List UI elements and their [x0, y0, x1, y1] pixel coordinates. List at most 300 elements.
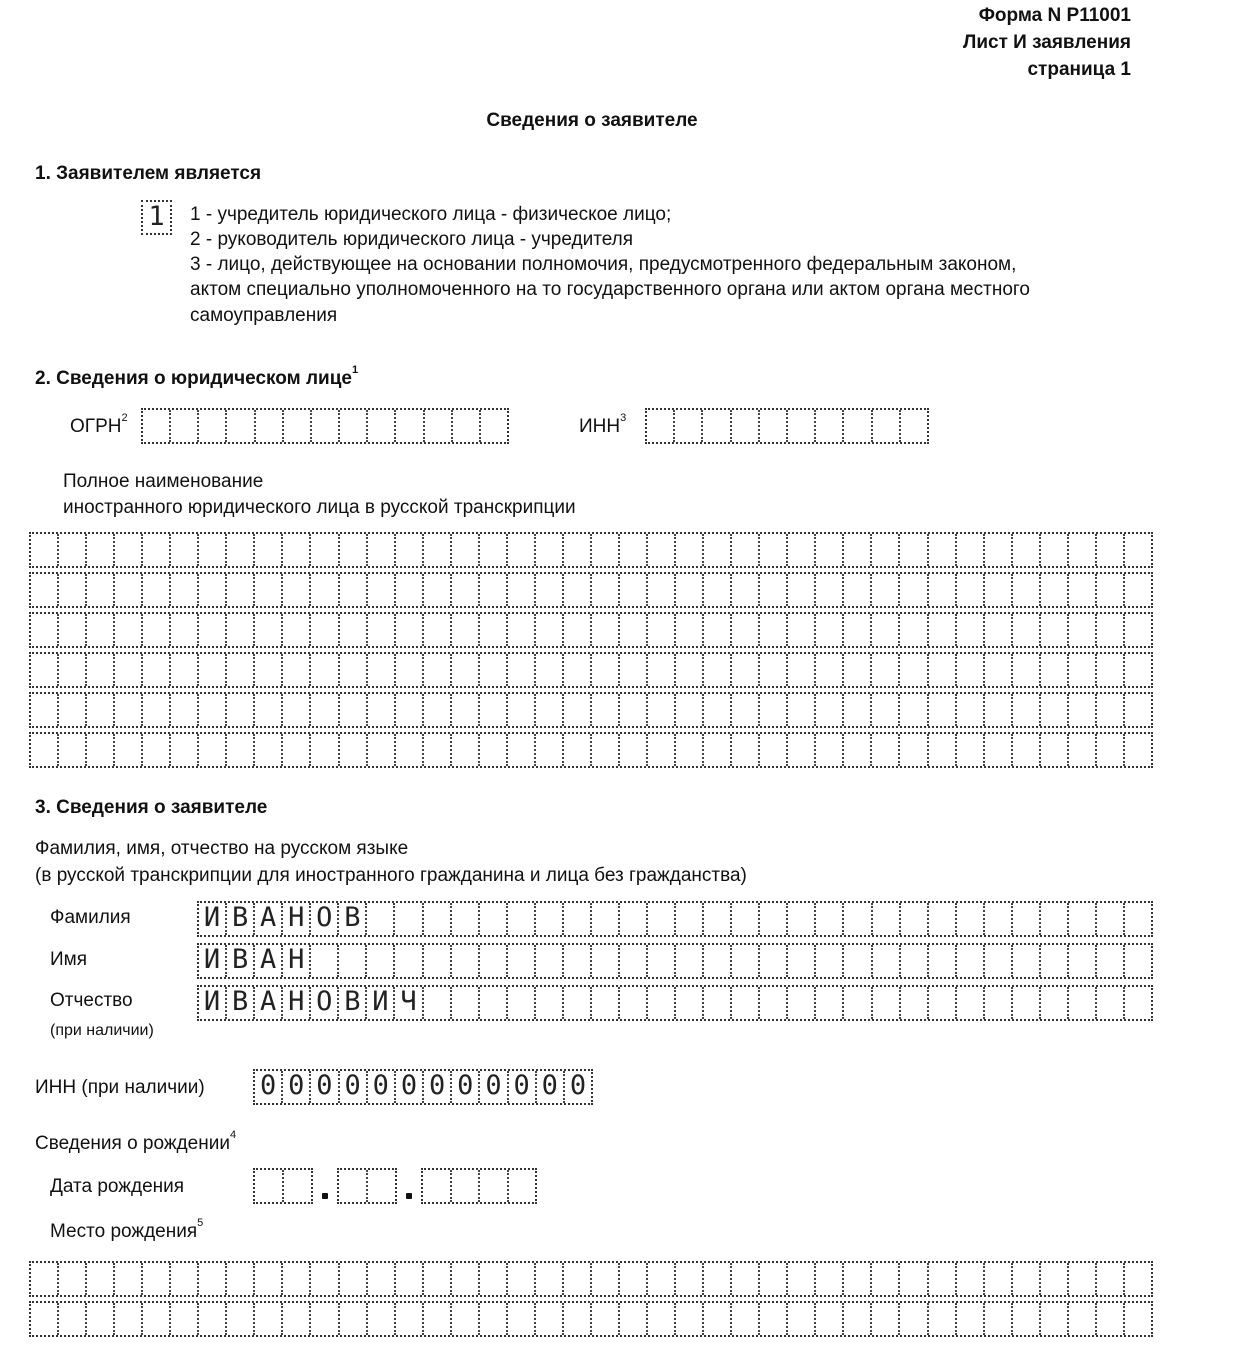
- fullname-line-3[interactable]: [29, 612, 1153, 648]
- char-cell: [1013, 1263, 1041, 1295]
- char-cell: [367, 903, 395, 935]
- char-cell: В: [227, 987, 255, 1019]
- char-cell: [648, 734, 676, 766]
- char-cell: [1097, 987, 1125, 1019]
- char-cell: [1125, 534, 1151, 566]
- char-cell: И: [199, 903, 227, 935]
- char-cell: [564, 534, 592, 566]
- char-cell: [592, 1263, 620, 1295]
- char-cell: [620, 945, 648, 977]
- char-cell: [227, 574, 255, 606]
- char-cell: В: [227, 903, 255, 935]
- form-number: Форма N Р11001: [978, 5, 1131, 26]
- char-cell: [676, 1263, 704, 1295]
- char-cell: [452, 903, 480, 935]
- char-cell: [900, 1263, 928, 1295]
- fullname-line-4[interactable]: [29, 652, 1153, 688]
- char-cell: [283, 1263, 311, 1295]
- char-cell: [957, 1303, 985, 1335]
- char-cell: [284, 1170, 311, 1202]
- char-cell: [760, 903, 788, 935]
- char-cell: [816, 410, 844, 442]
- char-cell: [143, 694, 171, 726]
- char-cell: [1125, 694, 1151, 726]
- char-cell: [1125, 654, 1151, 686]
- char-cell: [1069, 734, 1097, 766]
- char-cell: [1013, 1303, 1041, 1335]
- char-cell: [1013, 945, 1041, 977]
- char-cell: [929, 945, 957, 977]
- char-cell: [536, 903, 564, 935]
- char-cell: [760, 574, 788, 606]
- char-cell: [31, 694, 59, 726]
- char-cell: [901, 410, 927, 442]
- char-cell: [704, 574, 732, 606]
- char-cell: [788, 574, 816, 606]
- char-cell: [1125, 734, 1151, 766]
- char-cell: [480, 614, 508, 646]
- char-cell: [1041, 614, 1069, 646]
- char-cell: [760, 1263, 788, 1295]
- fio-label-line-2: (в русской транскрипции для иностранного гражданина и лица без гражданства): [35, 865, 747, 886]
- char-cell: [564, 654, 592, 686]
- section2-title: 2. Сведения о юридическом лице$^1$: [35, 364, 359, 389]
- char-cell: [480, 945, 508, 977]
- char-cell: [536, 654, 564, 686]
- char-cell: [1013, 534, 1041, 566]
- char-cell: [816, 574, 844, 606]
- char-cell: [873, 987, 901, 1019]
- char-cell: [255, 614, 283, 646]
- char-cell: [311, 654, 339, 686]
- char-cell: [59, 1263, 87, 1295]
- char-cell: [620, 1263, 648, 1295]
- char-cell: [283, 614, 311, 646]
- char-cell: [339, 945, 367, 977]
- char-cell: [480, 987, 508, 1019]
- char-cell: [508, 574, 536, 606]
- char-cell: [255, 1170, 284, 1202]
- char-cell: [676, 903, 704, 935]
- char-cell: [788, 987, 816, 1019]
- char-cell: [620, 987, 648, 1019]
- char-cell: [115, 694, 143, 726]
- patronymic-note: (при наличии): [50, 1022, 154, 1039]
- birth-place-line-2[interactable]: [29, 1301, 1153, 1337]
- char-cell: [788, 694, 816, 726]
- char-cell: [929, 574, 957, 606]
- option-2: 2 - руководитель юридического лица - учредителя: [190, 229, 634, 250]
- char-cell: [311, 534, 339, 566]
- char-cell: [87, 1303, 115, 1335]
- char-cell: [508, 654, 536, 686]
- name-field[interactable]: [197, 943, 1153, 979]
- char-cell: [844, 410, 872, 442]
- char-cell: [1041, 694, 1069, 726]
- char-cell: [340, 614, 368, 646]
- char-cell: [1041, 734, 1069, 766]
- char-cell: [368, 1170, 395, 1202]
- option-3-line-1: 3 - лицо, действующее на основании полномочия, предусмотренного федеральным законом,: [190, 254, 1017, 275]
- char-cell: [368, 1303, 396, 1335]
- char-cell: [704, 1303, 732, 1335]
- char-cell: [929, 987, 957, 1019]
- char-cell: [31, 614, 59, 646]
- char-cell: [395, 903, 423, 935]
- char-cell: [1041, 654, 1069, 686]
- char-cell: [536, 534, 564, 566]
- char-cell: [424, 654, 452, 686]
- char-cell: [732, 534, 760, 566]
- char-cell: [929, 903, 957, 935]
- birth-place-line-1[interactable]: [29, 1261, 1153, 1297]
- char-cell: [227, 410, 255, 442]
- char-cell: [760, 734, 788, 766]
- char-cell: [1097, 734, 1125, 766]
- org-inn-field[interactable]: [645, 408, 929, 444]
- char-cell: [424, 534, 452, 566]
- char-cell: [816, 987, 844, 1019]
- char-cell: [227, 1303, 255, 1335]
- char-cell: [873, 945, 901, 977]
- char-cell: [1069, 987, 1097, 1019]
- char-cell: [732, 654, 760, 686]
- char-cell: 0: [340, 1071, 368, 1103]
- char-cell: [760, 654, 788, 686]
- char-cell: [985, 1303, 1013, 1335]
- char-cell: [732, 574, 760, 606]
- fullname-line-2[interactable]: [29, 572, 1153, 608]
- char-cell: [872, 534, 900, 566]
- char-cell: [1097, 694, 1125, 726]
- char-cell: [564, 1303, 592, 1335]
- char-cell: [1125, 987, 1151, 1019]
- char-cell: [143, 654, 171, 686]
- char-cell: И: [199, 987, 227, 1019]
- char-cell: [480, 654, 508, 686]
- fullname-line-1[interactable]: [29, 532, 1153, 568]
- char-cell: [1041, 903, 1069, 935]
- char-cell: [900, 694, 928, 726]
- char-cell: [648, 1303, 676, 1335]
- char-cell: [339, 1170, 368, 1202]
- char-cell: [592, 903, 620, 935]
- char-cell: [508, 903, 536, 935]
- fullname-line-6[interactable]: [29, 732, 1153, 768]
- option-1: 1 - учредитель юридического лица - физическое лицо;: [190, 204, 672, 225]
- date-separator-dot: [406, 1193, 412, 1199]
- char-cell: [900, 1303, 928, 1335]
- char-cell: [592, 987, 620, 1019]
- char-cell: [844, 574, 872, 606]
- char-cell: [1097, 945, 1125, 977]
- char-cell: [676, 694, 704, 726]
- char-cell: [171, 1263, 199, 1295]
- char-cell: [452, 654, 480, 686]
- char-cell: [452, 1263, 480, 1295]
- char-cell: [227, 694, 255, 726]
- char-cell: [452, 614, 480, 646]
- char-cell: [1125, 574, 1151, 606]
- char-cell: [1069, 654, 1097, 686]
- char-cell: [283, 534, 311, 566]
- char-cell: [31, 654, 59, 686]
- char-cell: [564, 694, 592, 726]
- ogrn-field[interactable]: [141, 408, 509, 444]
- char-cell: [620, 614, 648, 646]
- char-cell: [900, 574, 928, 606]
- char-cell: [227, 1263, 255, 1295]
- char-cell: [704, 987, 732, 1019]
- char-cell: [844, 734, 872, 766]
- char-cell: [957, 694, 985, 726]
- char-cell: [115, 614, 143, 646]
- char-cell: [59, 1303, 87, 1335]
- char-cell: [536, 945, 564, 977]
- char-cell: А: [255, 903, 283, 935]
- char-cell: [985, 734, 1013, 766]
- char-cell: [564, 734, 592, 766]
- char-cell: [985, 987, 1013, 1019]
- char-cell: [283, 694, 311, 726]
- patronymic-field[interactable]: [197, 985, 1153, 1021]
- char-cell: [1069, 903, 1097, 935]
- char-cell: [508, 945, 536, 977]
- char-cell: [1097, 1303, 1125, 1335]
- fullname-line-5[interactable]: [29, 692, 1153, 728]
- char-cell: [704, 654, 732, 686]
- char-cell: [536, 1303, 564, 1335]
- char-cell: [425, 410, 453, 442]
- char-cell: [816, 1263, 844, 1295]
- char-cell: [340, 534, 368, 566]
- char-cell: [788, 945, 816, 977]
- char-cell: [844, 534, 872, 566]
- char-cell: [368, 654, 396, 686]
- char-cell: [620, 534, 648, 566]
- char-cell: [424, 987, 452, 1019]
- char-cell: В: [227, 945, 255, 977]
- char-cell: [255, 574, 283, 606]
- char-cell: [1097, 614, 1125, 646]
- birth-year-field[interactable]: [421, 1168, 537, 1204]
- char-cell: [311, 734, 339, 766]
- char-cell: [1013, 734, 1041, 766]
- char-cell: [59, 614, 87, 646]
- surname-label: Фамилия: [50, 907, 131, 928]
- char-cell: [143, 574, 171, 606]
- char-cell: [452, 534, 480, 566]
- char-cell: [872, 614, 900, 646]
- char-cell: [143, 534, 171, 566]
- char-cell: [620, 734, 648, 766]
- char-cell: [873, 903, 901, 935]
- char-cell: [1097, 574, 1125, 606]
- applicant-type-cell: 1: [148, 201, 165, 232]
- char-cell: [620, 903, 648, 935]
- char-cell: [283, 574, 311, 606]
- char-cell: [760, 694, 788, 726]
- char-cell: [816, 1303, 844, 1335]
- char-cell: [564, 987, 592, 1019]
- char-cell: [564, 903, 592, 935]
- name-label: Имя: [50, 949, 88, 970]
- char-cell: [900, 654, 928, 686]
- ogrn-label: ОГРН$^2$: [70, 412, 128, 437]
- char-cell: [704, 903, 732, 935]
- char-cell: [1041, 534, 1069, 566]
- char-cell: [788, 614, 816, 646]
- char-cell: 0: [255, 1071, 283, 1103]
- char-cell: [481, 410, 507, 442]
- char-cell: [620, 694, 648, 726]
- char-cell: [367, 945, 395, 977]
- char-cell: [703, 410, 731, 442]
- char-cell: [171, 654, 199, 686]
- char-cell: [1069, 1303, 1097, 1335]
- char-cell: [648, 574, 676, 606]
- char-cell: [452, 694, 480, 726]
- char-cell: [704, 614, 732, 646]
- char-cell: [872, 1263, 900, 1295]
- char-cell: [985, 903, 1013, 935]
- org-inn-label: ИНН$^3$: [579, 412, 627, 437]
- char-cell: 0: [452, 1071, 480, 1103]
- char-cell: [957, 574, 985, 606]
- char-cell: [340, 1303, 368, 1335]
- char-cell: [788, 734, 816, 766]
- person-inn-field[interactable]: [253, 1069, 593, 1105]
- char-cell: [732, 614, 760, 646]
- char-cell: Ч: [395, 987, 423, 1019]
- char-cell: [480, 734, 508, 766]
- char-cell: [816, 945, 844, 977]
- char-cell: [171, 410, 199, 442]
- char-cell: [900, 614, 928, 646]
- birth-place-label: Место рождения$^5$: [50, 1217, 204, 1242]
- char-cell: [227, 654, 255, 686]
- char-cell: [396, 694, 424, 726]
- char-cell: [452, 945, 480, 977]
- char-cell: [732, 734, 760, 766]
- char-cell: [929, 734, 957, 766]
- char-cell: [1013, 614, 1041, 646]
- char-cell: [227, 534, 255, 566]
- char-cell: [424, 1263, 452, 1295]
- char-cell: [87, 734, 115, 766]
- char-cell: [844, 1303, 872, 1335]
- char-cell: [872, 1303, 900, 1335]
- char-cell: [171, 734, 199, 766]
- char-cell: [1125, 945, 1151, 977]
- char-cell: [368, 410, 396, 442]
- char-cell: [452, 1303, 480, 1335]
- char-cell: [1041, 1263, 1069, 1295]
- char-cell: [340, 654, 368, 686]
- char-cell: [676, 987, 704, 1019]
- char-cell: [648, 1263, 676, 1295]
- char-cell: [704, 734, 732, 766]
- char-cell: [1041, 574, 1069, 606]
- char-cell: [396, 614, 424, 646]
- applicant-type-field[interactable]: [141, 200, 172, 235]
- char-cell: [508, 614, 536, 646]
- char-cell: [760, 534, 788, 566]
- char-cell: [957, 945, 985, 977]
- birth-info-label: Сведения о рождении$^4$: [35, 1129, 237, 1154]
- char-cell: [760, 1303, 788, 1335]
- char-cell: [929, 614, 957, 646]
- char-cell: [760, 614, 788, 646]
- char-cell: [199, 734, 227, 766]
- char-cell: [59, 654, 87, 686]
- birth-month-field[interactable]: [337, 1168, 397, 1204]
- option-3-line-3: самоуправления: [190, 305, 338, 326]
- char-cell: [929, 694, 957, 726]
- char-cell: [256, 410, 284, 442]
- char-cell: [452, 574, 480, 606]
- char-cell: [732, 945, 760, 977]
- char-cell: [1097, 903, 1125, 935]
- char-cell: [396, 574, 424, 606]
- birth-date-label: Дата рождения: [50, 1176, 185, 1197]
- char-cell: [1069, 1263, 1097, 1295]
- char-cell: [675, 410, 703, 442]
- char-cell: [732, 1263, 760, 1295]
- char-cell: [227, 614, 255, 646]
- char-cell: [311, 574, 339, 606]
- char-cell: 0: [283, 1071, 311, 1103]
- fullname-label-line-2: иностранного юридического лица в русской транскрипции: [63, 497, 576, 518]
- fullname-label-line-1: Полное наименование: [63, 471, 264, 492]
- char-cell: [1013, 694, 1041, 726]
- char-cell: [480, 534, 508, 566]
- char-cell: [171, 614, 199, 646]
- char-cell: [592, 1303, 620, 1335]
- char-cell: [957, 654, 985, 686]
- birth-day-field[interactable]: [253, 1168, 313, 1204]
- char-cell: [732, 410, 760, 442]
- char-cell: [452, 734, 480, 766]
- char-cell: [732, 987, 760, 1019]
- person-inn-label: ИНН (при наличии): [35, 1077, 205, 1098]
- char-cell: [1069, 694, 1097, 726]
- char-cell: [508, 694, 536, 726]
- surname-field[interactable]: [197, 901, 1153, 937]
- char-cell: [844, 694, 872, 726]
- char-cell: [452, 987, 480, 1019]
- char-cell: [957, 534, 985, 566]
- char-cell: [199, 614, 227, 646]
- char-cell: [283, 654, 311, 686]
- char-cell: [648, 534, 676, 566]
- char-cell: [929, 1263, 957, 1295]
- char-cell: [424, 614, 452, 646]
- char-cell: [648, 945, 676, 977]
- char-cell: [115, 534, 143, 566]
- char-cell: [901, 903, 929, 935]
- char-cell: [844, 614, 872, 646]
- char-cell: [396, 734, 424, 766]
- char-cell: [592, 734, 620, 766]
- char-cell: [900, 534, 928, 566]
- char-cell: [957, 987, 985, 1019]
- char-cell: [985, 945, 1013, 977]
- char-cell: [508, 734, 536, 766]
- char-cell: [87, 654, 115, 686]
- char-cell: [872, 654, 900, 686]
- char-cell: [844, 987, 872, 1019]
